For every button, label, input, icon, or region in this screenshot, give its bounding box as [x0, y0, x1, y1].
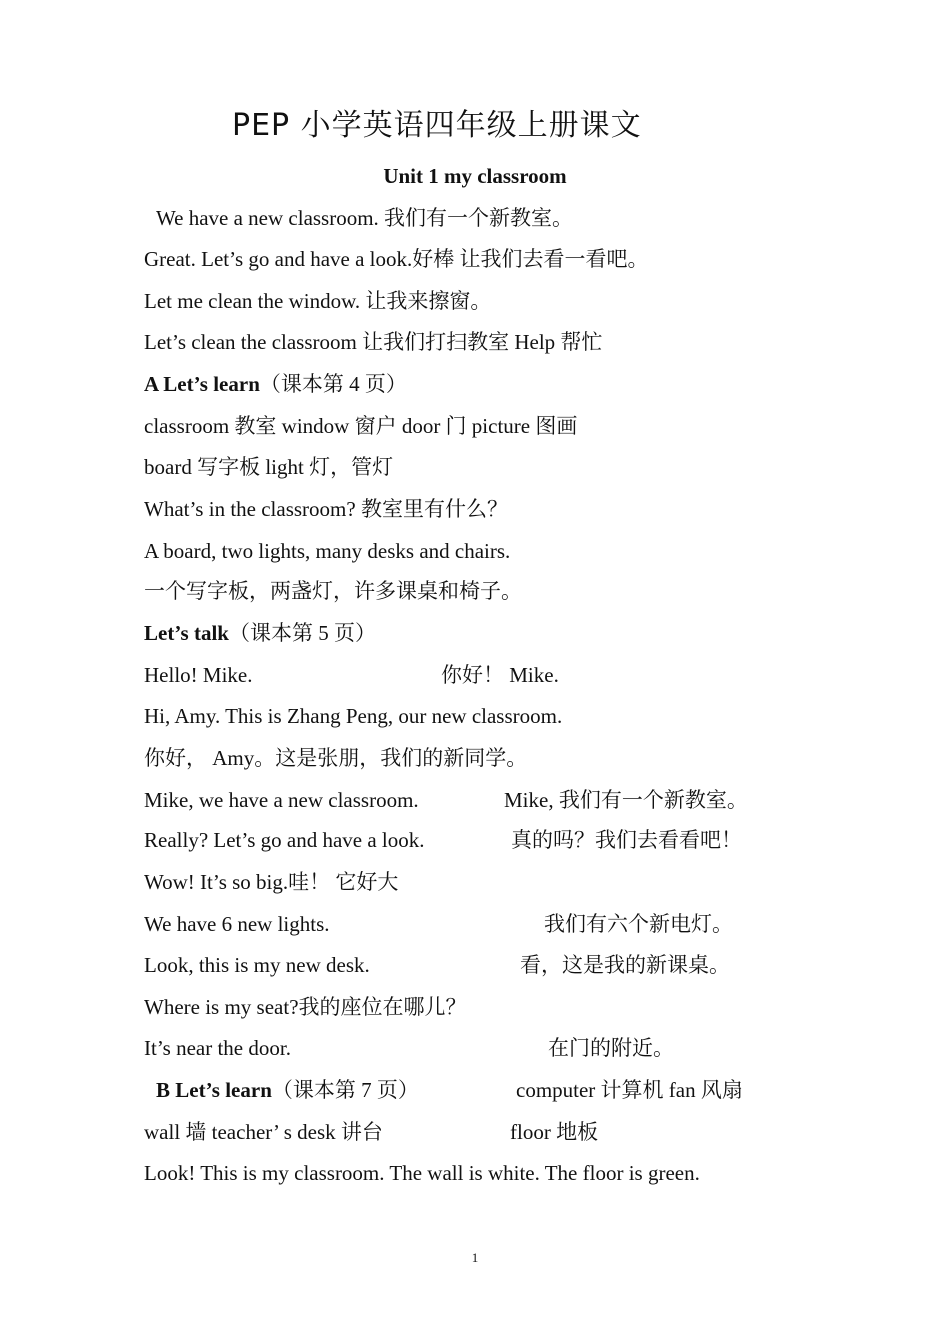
section-a-note: （课本第 4 页）: [259, 372, 407, 396]
text-line: A board, two lights, many desks and chairs.: [144, 539, 511, 563]
dialogue-cn: Mike, 我们有一个新教室。: [504, 788, 748, 812]
page-number: 1: [471, 1250, 479, 1265]
vocab-line: [144, 1118, 599, 1146]
section-b-heading: [156, 1076, 743, 1104]
dialogue-line: [144, 1034, 674, 1062]
dialogue-cn: 你好！ Mike.: [441, 663, 559, 687]
section-b-title: B Let’s learn: [156, 1078, 272, 1102]
vocab-line: classroom 教室 window 窗户 door 门 picture 图画: [144, 414, 578, 438]
dialogue-line: Where is my seat?我的座位在哪儿？: [144, 995, 467, 1019]
dialogue-en: Look, this is my new desk.: [144, 953, 370, 977]
document-title: PEP 小学英语四年级上册课文: [232, 108, 642, 143]
dialogue-cn: 我们有六个新电灯。: [544, 912, 733, 936]
text-line: Great. Let’s go and have a look.好棒 让我们去看一看吧。: [144, 247, 649, 271]
vocab-line: board 写字板 light 灯，管灯: [144, 455, 394, 479]
text-line: We have a new classroom. 我们有一个新教室。: [156, 206, 574, 230]
text-line: Let me clean the window. 让我来擦窗。: [144, 289, 492, 313]
dialogue-line: 你好， Amy。这是张朋，我们的新同学。: [144, 746, 528, 770]
section-b-note: （课本第 7 页）: [271, 1078, 419, 1102]
section-b-vocab: computer 计算机 fan 风扇: [516, 1078, 743, 1102]
dialogue-en: We have 6 new lights.: [144, 912, 330, 936]
dialogue-line: [144, 910, 733, 938]
talk-title: Let’s talk: [144, 621, 229, 645]
dialogue-en: Really? Let’s go and have a look.: [144, 828, 425, 852]
dialogue-cn: 看，这是我的新课桌。: [520, 953, 730, 977]
dialogue-en: Hello! Mike.: [144, 663, 253, 687]
section-a-heading: [144, 370, 407, 398]
talk-heading: [144, 619, 376, 647]
text-line: Let’s clean the classroom 让我们打扫教室 Help 帮忙: [144, 330, 603, 354]
dialogue-cn: 在门的附近。: [548, 1036, 674, 1060]
dialogue-en: Mike, we have a new classroom.: [144, 788, 419, 812]
dialogue-line: [144, 826, 742, 854]
vocab-floor: floor 地板: [510, 1120, 599, 1144]
unit-heading: Unit 1 my classroom: [383, 164, 567, 188]
dialogue-cn: 真的吗？我们去看看吧！: [511, 828, 742, 852]
text-line: What’s in the classroom? 教室里有什么？: [144, 497, 508, 521]
talk-note: （课本第 5 页）: [228, 621, 376, 645]
dialogue-line: [144, 661, 559, 689]
text-line: Look! This is my classroom. The wall is white. The floor is green.: [144, 1161, 700, 1185]
text-line: 一个写字板，两盏灯，许多课桌和椅子。: [144, 579, 522, 603]
section-a-title: A Let’s learn: [144, 372, 260, 396]
dialogue-line: Hi, Amy. This is Zhang Peng, our new classroom.: [144, 704, 563, 728]
dialogue-en: It’s near the door.: [144, 1036, 291, 1060]
vocab-wall-desk: wall 墙 teacher’ s desk 讲台: [144, 1120, 383, 1144]
dialogue-line: [144, 786, 748, 814]
dialogue-line: Wow! It’s so big.哇！ 它好大: [144, 870, 399, 894]
dialogue-line: [144, 951, 730, 979]
